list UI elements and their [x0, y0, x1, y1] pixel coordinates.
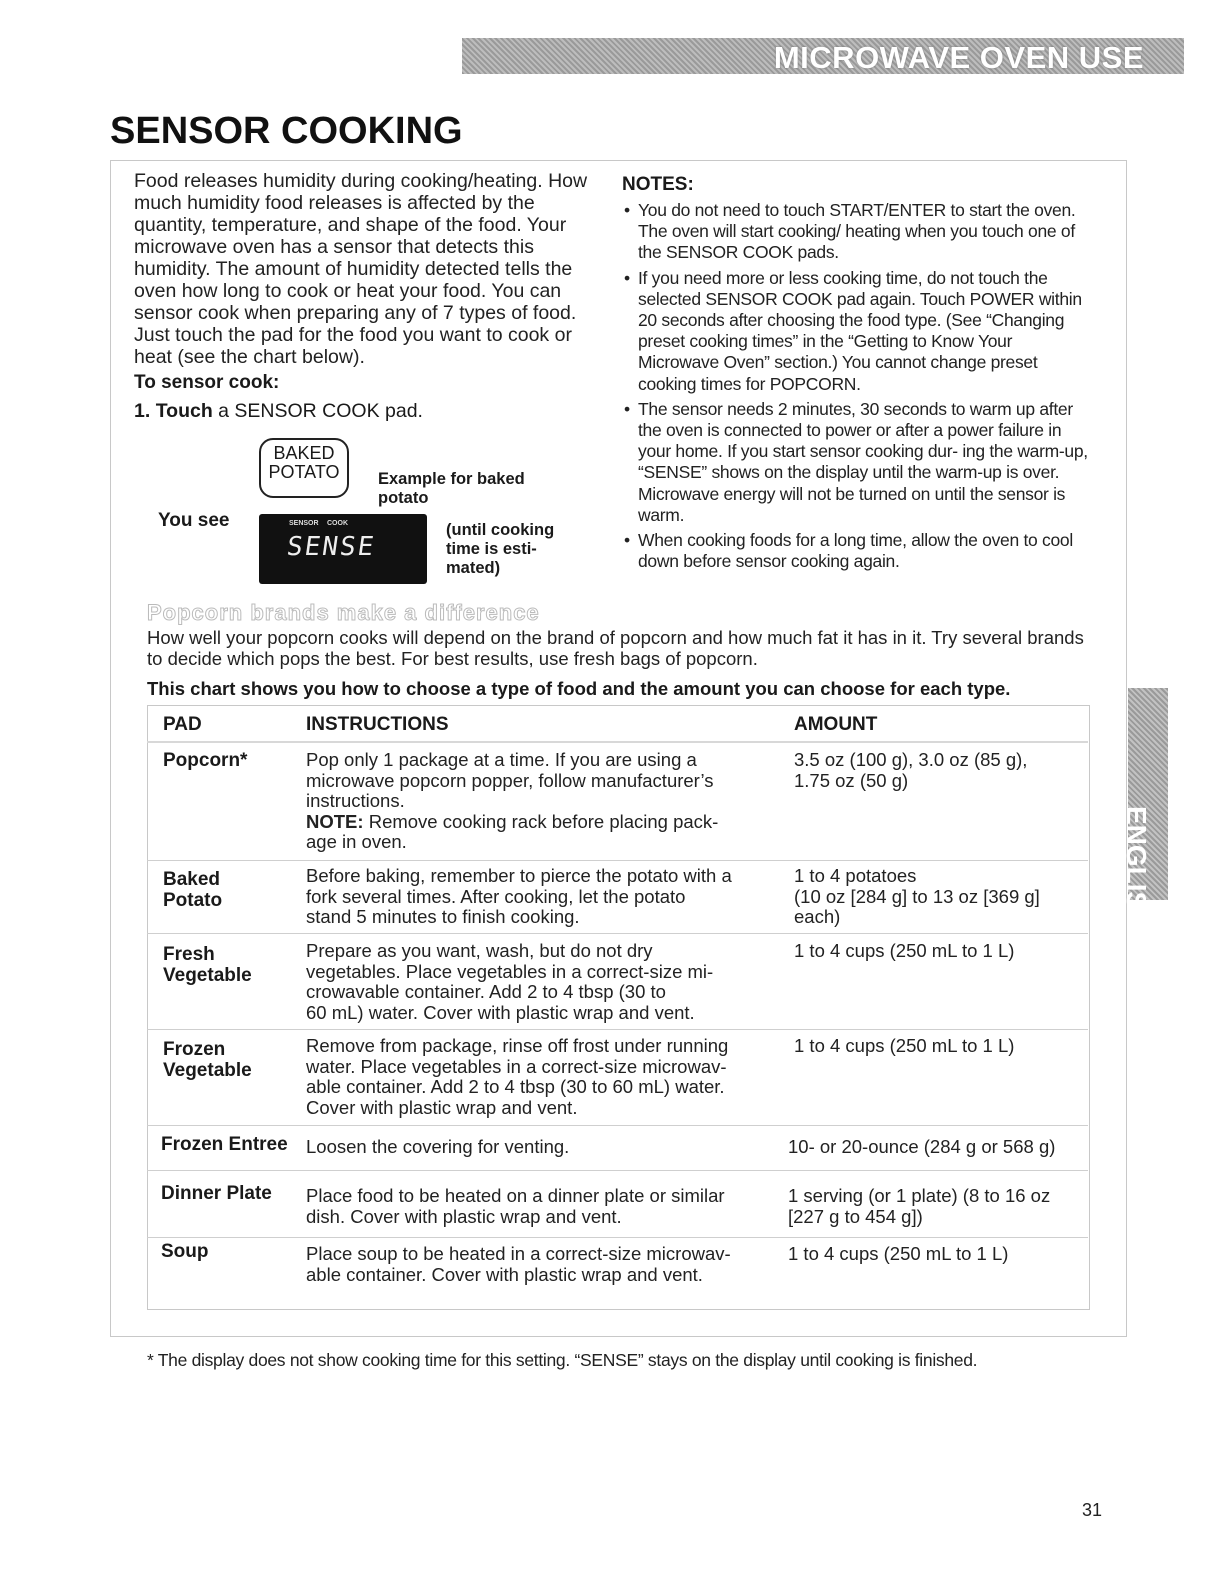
baked-potato-pad-illustration: [259, 438, 349, 498]
section-banner: [462, 38, 1184, 74]
amount-cell: 1 to 4 cups (250 mL to 1 L): [788, 1243, 1009, 1264]
instructions-cell: Place food to be heated on a dinner plate or similar dish. Cover with plastic wrap and vent.: [306, 1185, 725, 1227]
instructions-cell: Place soup to be heated in a correct-size microwav- able container. Cover with plastic wrap and vent.: [306, 1243, 731, 1285]
step-1-text: a SENSOR COOK pad.: [212, 400, 423, 422]
instructions-cell: Loosen the covering for venting.: [306, 1136, 570, 1157]
amount-cell: 1 to 4 cups (250 mL to 1 L): [794, 940, 1015, 961]
row-divider: [147, 1029, 1088, 1030]
row-divider: [147, 1170, 1088, 1171]
instructions-text: Pop only 1 package at a time. If you are using a microwave popcorn popper, follow manufacturer’s instructions.: [306, 749, 714, 811]
intro-paragraph: Food releases humidity during cooking/heating. How much humidity food releases is affected by the quantity, temperature, and shape of the food. Your microwave oven has a sensor that detects this humidity. The amount of humidity detected tells the oven how long to cook or heat your food. You can sensor cook when preparing any of 7 types of food. Just touch the pad for the food you want to cook or heat (see the chart below).: [134, 170, 588, 368]
to-sensor-cook-heading: To sensor cook:: [134, 372, 280, 393]
note-item: • If you need more or less cooking time, do not touch the selected SENSOR COOK pad again. Touch POWER within 20 seconds after choosing the food type. (See “Changing preset cooking times” in the “Getting to Know Your Microwave Oven” section.) You cannot change preset cooking times for POPCORN.: [622, 268, 1090, 395]
note-item: • The sensor needs 2 minutes, 30 seconds to warm up after the oven is connected to power or after a power failure in your home. If you start sensor cooking dur- ing the warm-up, “SENSE” shows on the display until the warm-up is over. Microwave energy will not be turned on until the sensor is warm.: [622, 399, 1090, 526]
instructions-cell: Prepare as you want, wash, but do not dry vegetables. Place vegetables in a correct-size mi- crowavable container. Add 2 to 4 tbsp (30 to 60 mL) water. Cover with plastic wrap and vent.: [306, 940, 714, 1023]
row-divider: [147, 860, 1088, 861]
note-item: • When cooking foods for a long time, allow the oven to cool down before sensor cooking again.: [622, 530, 1090, 572]
amount-cell: 3.5 oz (100 g), 3.0 oz (85 g), 1.75 oz (50 g): [794, 749, 1028, 791]
display-sensor-label: SENSOR: [289, 520, 319, 527]
amount-cell: 10- or 20-ounce (284 g or 568 g): [788, 1136, 1056, 1157]
note-label: NOTE:: [306, 810, 364, 832]
note-item: • You do not need to touch START/ENTER to start the oven. The oven will start cooking/ heating when you touch one of the SENSOR COOK pads.: [622, 200, 1090, 264]
pad-cell: Baked Potato: [163, 869, 223, 911]
footnote: * The display does not show cooking time for this setting. “SENSE” stays on the display until cooking is finished.: [147, 1350, 978, 1370]
header-divider: [147, 741, 1088, 743]
row-divider: [147, 933, 1088, 934]
popcorn-heading: Popcorn brands make a difference: [147, 600, 540, 625]
pad-cell: Dinner Plate: [161, 1183, 272, 1204]
page-number: 31: [1082, 1500, 1103, 1520]
column-header-instructions: INSTRUCTIONS: [306, 714, 449, 735]
pad-cell: Soup: [161, 1241, 209, 1262]
you-see-label: You see: [158, 510, 230, 531]
step-1-number: 1.: [134, 400, 151, 422]
pad-cell: Frozen Entree: [161, 1134, 288, 1155]
pad-cell: Popcorn*: [163, 750, 248, 771]
row-divider: [147, 1125, 1088, 1126]
pad-cell: Fresh Vegetable: [163, 944, 252, 986]
notes-list: [622, 200, 1090, 572]
pad-cell: Frozen Vegetable: [163, 1039, 252, 1081]
instructions-cell: Remove from package, rinse off frost under running water. Place vegetables in a correct-size microwav- able container. Add 2 to 4 tbsp (30 to 60 mL) water. Cover with plastic wrap and vent.: [306, 1035, 729, 1118]
language-side-tab: ENGLISH: [1128, 688, 1168, 900]
column-header-pad: PAD: [163, 714, 202, 735]
pad-line-1: BAKED: [273, 443, 335, 463]
amount-cell: 1 to 4 potatoes (10 oz [284 g] to 13 oz [369 g] each): [794, 865, 1040, 927]
pad-line-2: POTATO: [268, 462, 340, 482]
step-1-action: Touch: [155, 400, 213, 422]
display-caption: (until cooking time is esti- mated): [446, 521, 555, 577]
amount-cell: 1 serving (or 1 plate) (8 to 16 oz [227 g to 454 g]): [788, 1185, 1051, 1227]
chart-intro: This chart shows you how to choose a type of food and the amount you can choose for each type.: [147, 678, 1011, 699]
step-1: [134, 400, 423, 423]
instructions-cell: [306, 750, 786, 853]
notes-section: [622, 174, 1090, 576]
instructions-cell: Before baking, remember to pierce the potato with a fork several times. After cooking, let the potato stand 5 minutes to finish cooking.: [306, 865, 732, 927]
popcorn-paragraph: How well your popcorn cooks will depend on the brand of popcorn and how much fat it has in it. Try several brands to decide which pops the best. For best results, use fresh bags of popcorn.: [147, 627, 1084, 669]
page-title: SENSOR COOKING: [110, 110, 463, 152]
oven-display-illustration: [259, 514, 427, 584]
pad-example-caption: Example for baked potato: [378, 470, 525, 507]
display-sense-text: SENSE: [284, 532, 378, 562]
section-title: MICROWAVE OVEN USE: [773, 40, 1144, 75]
column-header-amount: AMOUNT: [794, 714, 878, 735]
note-text: Remove cooking rack before placing pack- age in oven.: [306, 810, 719, 852]
display-cook-label: COOK: [327, 520, 348, 527]
row-divider: [147, 1237, 1088, 1238]
notes-title: NOTES:: [622, 174, 694, 195]
amount-cell: 1 to 4 cups (250 mL to 1 L): [794, 1035, 1015, 1056]
